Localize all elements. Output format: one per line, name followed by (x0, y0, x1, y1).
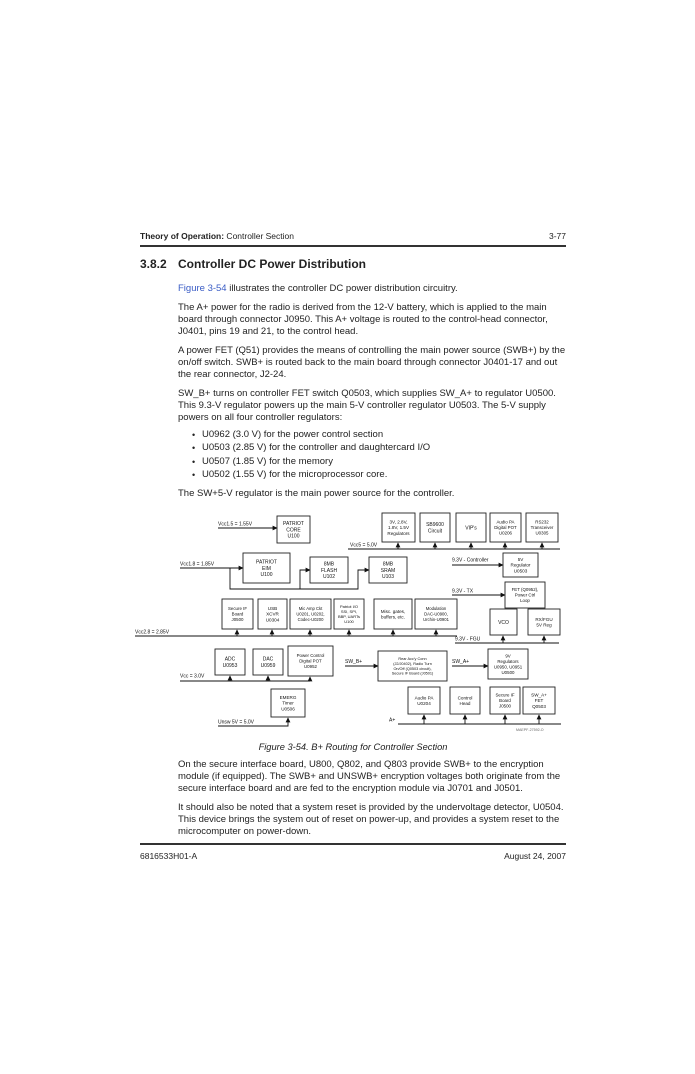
figure-xref-link[interactable]: Figure 3-54 (178, 282, 227, 294)
diagram-node-reg-5v (503, 553, 538, 577)
diagram-node-power-ctrl-pot (288, 646, 333, 676)
diagram-node-sb9600 (420, 513, 450, 542)
diagram-node-dac (253, 649, 283, 675)
svg-text:VIP's: VIP's (465, 525, 477, 532)
diagram-node-patriot-io (334, 599, 364, 629)
diagram-node-audio-pa (408, 687, 440, 714)
svg-text:PATRIOTCOREU100: PATRIOT CORE U100 (283, 521, 304, 540)
diagram-node-vco (490, 609, 517, 635)
svg-text:USBXCVRU0304: USB XCVR U0304 (265, 606, 280, 623)
diagram-label-a-plus: A+ (389, 717, 396, 724)
svg-text:Patriot I/OSSI, SPI,BBP, UARTs: Patriot I/O SSI, SPI, BBP, UARTs U100 (337, 603, 361, 625)
intro-paragraph (178, 283, 566, 295)
diagram-node-rear-accy-conn (378, 651, 447, 681)
svg-text:Audio PADigital POTU0206: Audio PA Digital POT U0206 (494, 519, 517, 536)
svg-text:DACU0959: DAC U0959 (260, 656, 276, 669)
diagram-node-rs232 (526, 513, 558, 542)
list-item: • U0503 (2.85 V) for the controller and daughtercard I/O (202, 442, 566, 454)
running-header (140, 231, 566, 242)
diagram-node-vips (456, 513, 486, 542)
diagram-label-93v-fgu: 9.3V - FGU (455, 636, 481, 643)
list-item: • U0502 (1.55 V) for the microprocessor core. (202, 469, 566, 481)
paragraph: A power FET (Q51) provides the means of controlling the main power source (SWB+) by the on/off switch. SWB+ is routed back to the main board through connector J0401-17 and out the rear connector, J2-24. (178, 344, 566, 380)
svg-text:8MBSRAMU103: 8MB SRAM U103 (380, 561, 396, 580)
svg-text:Mic Amp CktU0201, U0202,Codec-: Mic Amp Ckt U0201, U0202, Codec-U0200 (296, 606, 325, 622)
diagram-node-patriot-eim (243, 553, 290, 583)
diagram-node-regulators (382, 513, 415, 542)
figure-caption: Figure 3-54. B+ Routing for Controller Section (258, 742, 448, 753)
diagram-label-sw-a: SW_A+ (452, 659, 470, 666)
footer-part-number: 6816533H01-A (140, 850, 198, 861)
diagram-label-unsw-5v: Unsw 5V = 5.0V (218, 719, 254, 726)
diagram-node-modulation (415, 599, 457, 629)
svg-text:Power ControlDigital POTU0952: Power Control Digital POT U0952 (296, 653, 325, 670)
svg-text:ADCU0953: ADC U0953 (222, 656, 238, 669)
diagram-label-93v-controller: 9.3V - Controller (452, 557, 489, 564)
header-rule (140, 245, 566, 247)
intro-text: illustrates the controller DC power distribution circuitry. (226, 282, 458, 294)
svg-text:FET (Q0952),Power CtrlLoop: FET (Q0952), Power Ctrl Loop (511, 587, 539, 604)
page-footer (140, 843, 566, 861)
diagram-label-vcc30: Vcc = 3.0V (180, 673, 205, 680)
diagram-node-secure-if-board-bottom (490, 687, 520, 714)
svg-text:Secure IFBoardJ0500: Secure IF Board J0500 (495, 692, 515, 709)
svg-text:5VRegulatorU0503: 5V Regulator U0503 (510, 557, 531, 574)
svg-text:EMERGTimerU0506: EMERG Timer U0506 (279, 695, 297, 712)
svg-text:Rear Acc'y Conn(J2/J0402), Rad: Rear Acc'y Conn (J2/J0402), Radio Turn On/Off (Q0503 circuit), Secure IF Board (J0501) (391, 657, 434, 676)
paragraph: On the secure interface board, U800, Q802, and Q803 provide SWB+ to the encryption module (if equipped). The SWB+ and UNSWB+ encryption voltages both originate from the secure interface board and are fed to the encryption module via J0701 and J0501. (178, 759, 561, 795)
diagram-svg (133, 509, 570, 738)
page-number: 3-77 (548, 231, 566, 241)
header-section-title (140, 231, 294, 242)
svg-text:SW_A+FETQ0503: SW_A+ FET Q0503 (531, 692, 547, 709)
svg-text:Audio PAU0204: Audio PA U0204 (414, 695, 434, 707)
diagram-node-rx-fgu (528, 609, 560, 635)
paragraph: It should also be noted that a system reset is provided by the undervoltage detector, U0504. This device brings the system out of reset on power-up, and provides a system reset to the microcomputer on power-down. (178, 802, 564, 838)
diagram-node-control-head (450, 687, 480, 714)
diagram-node-reg-9v (488, 649, 528, 679)
diagram-node-sram (369, 557, 407, 583)
diagram-label-vcc28: Vcc2.8 = 2.85V (135, 629, 170, 636)
header-section-bold: Theory of Operation: (140, 231, 225, 241)
diagram-node-fet-q0952 (505, 582, 545, 608)
svg-text:VCO: VCO (498, 619, 509, 626)
diagram-node-usb-xcvr (258, 599, 287, 629)
svg-text:8MBFLASHU102: 8MB FLASH U102 (320, 561, 338, 580)
diagram-node-mic-amp (290, 599, 331, 629)
svg-text:3V, 2.8V,1.8V, 1.5VRegulators: 3V, 2.8V, 1.8V, 1.5V Regulators (387, 519, 410, 536)
paragraph: SW_B+ turns on controller FET switch Q0503, which supplies SW_A+ to regulator U0500. This 9.3-V regulator powers up the main 5-V controller regulator U0503. The 5-V supply powers on all four controller regulators: (178, 387, 556, 423)
svg-text:9VRegulatorsU0950, U0951U0500: 9V Regulators U0950, U0951 U0500 (493, 653, 523, 675)
diagram-label-sw-b: SW_B+ (345, 659, 363, 666)
diagram-label-vcc15: Vcc1.5 = 1.55V (218, 521, 253, 528)
svg-text:ControlHead: Control Head (457, 695, 473, 707)
diagram-node-audio-pa-pot (490, 513, 521, 542)
diagram-label-93v-tx: 9.3V - TX (452, 588, 474, 595)
section-title: Controller DC Power Distribution (178, 256, 367, 271)
bullet-list (140, 429, 566, 482)
footer-rule (140, 843, 566, 845)
block-diagram-figure (133, 509, 570, 738)
diagram-node-flash (310, 557, 348, 583)
diagram-label-artwork-code: MAEPF-27592-O (516, 728, 544, 733)
svg-text:Secure IFBoardJ0500: Secure IF Board J0500 (227, 606, 248, 623)
diagram-node-swa-fet (523, 687, 555, 714)
diagram-node-misc-gates (374, 599, 412, 629)
diagram-node-patriot-core (277, 516, 310, 543)
page-content (135, 231, 566, 838)
diagram-node-adc (215, 649, 245, 675)
list-item: • U0962 (3.0 V) for the power control section (202, 429, 566, 441)
list-item: • U0507 (1.85 V) for the memory (202, 456, 566, 468)
svg-text:ModulationDAC-U0900,Urchin-U09: Modulation DAC-U0900, Urchin-U0901 (423, 606, 449, 622)
svg-text:RX/FGU5V Reg: RX/FGU 5V Reg (535, 616, 553, 628)
section-heading (140, 257, 566, 272)
closing-paragraph: The SW+5-V regulator is the main power source for the controller. (178, 488, 455, 500)
svg-text:SB9600Circuit: SB9600 Circuit (426, 522, 444, 535)
svg-text:Misc. gates,buffers, etc.: Misc. gates, buffers, etc. (380, 608, 406, 620)
diagram-label-vcc5: Vcc5 = 5.0V (350, 542, 378, 549)
svg-text:PATRIOTEIMU100: PATRIOT EIM U100 (256, 559, 277, 578)
footer-date: August 24, 2007 (504, 850, 566, 861)
diagram-label-vcc18: Vcc1.8 = 1.85V (180, 561, 215, 568)
header-section-rest: Controller Section (224, 231, 294, 241)
diagram-node-emerg-timer (271, 689, 305, 717)
diagram-node-secure-if-board-top (222, 599, 253, 629)
section-number: 3.8.2 (140, 256, 167, 271)
svg-text:RS232TransceiverU0305: RS232 Transceiver U0305 (530, 519, 554, 536)
paragraph: The A+ power for the radio is derived from the 12-V battery, which is applied to the main board through connector J0950. This A+ voltage is routed to the control-head connector, J0401, pins 19 and 21, to the control head. (178, 301, 548, 337)
